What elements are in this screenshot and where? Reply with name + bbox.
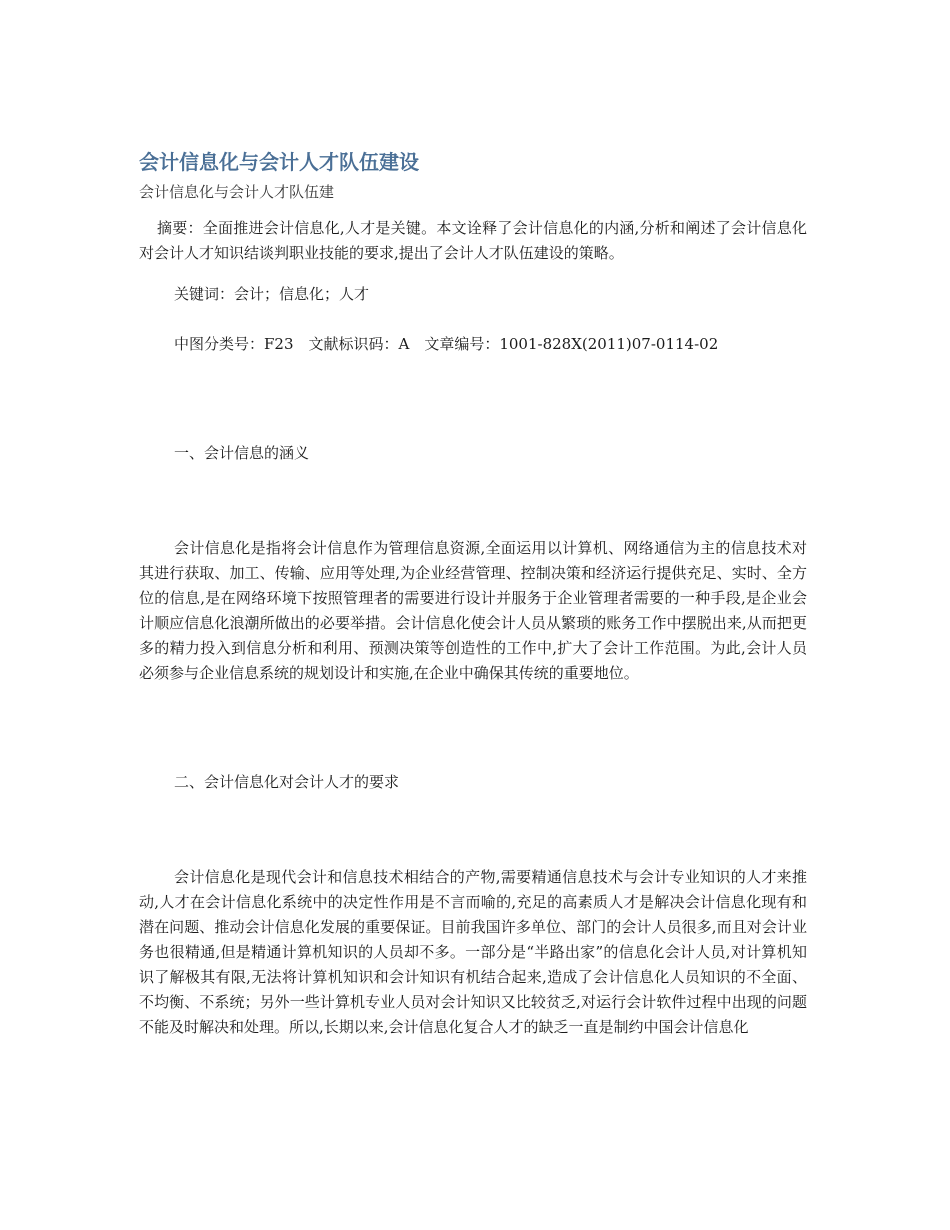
classification-line: 中图分类号：F23 文献标识码：A 文章编号：1001-828X(2011)07-0114-02 [174,335,719,353]
section-1-body: 会计信息化是指将会计信息作为管理信息资源,全面运用以计算机、网络通信为主的信息技术对其进行获取、加工、传输、应用等处理,为企业经营管理、控制决策和经济运行提供充足、实时、全方位的信息,是在网络环境下按照管理者的需要进行设计并服务于企业管理者需要的一种手段,是企业会计顺应信息化浪潮所做出的必要举措。会计信息化使会计人员从繁琐的账务工作中摆脱出来,从而把更多的精力投入到信息分析和利用、预测决策等创造性的工作中,扩大了会计工作范围。为此,会计人员必须参与企业信息系统的规划设计和实施,在企业中确保其传统的重要地位。 [139,539,807,682]
section-2-body: 会计信息化是现代会计和信息技术相结合的产物,需要精通信息技术与会计专业知识的人才来推动,人才在会计信息化系统中的决定性作用是不言而喻的,充足的高素质人才是解决会计信息化现有和潜在问题、推动会计信息化发展的重要保证。目前我国许多单位、部门的会计人员很多,而且对会计业务也很精通,但是精通计算机知识的人员却不多。一部分是“半路出家”的信息化会计人员,对计算机知识了解极其有限,无法将计算机知识和会计知识有机结合起来,造成了会计信息化人员知识的不全面、不均衡、不系统；另外一些计算机专业人员对会计知识又比较贫乏,对运行会计软件过程中出现的问题不能及时解决和处理。所以,长期以来,会计信息化复合人才的缺乏一直是制约中国会计信息化 [139,868,807,1036]
document-subtitle: 会计信息化与会计人才队伍建 [139,183,335,201]
keywords-line: 关键词：会计；信息化；人才 [174,285,370,303]
abstract-paragraph: 摘要：全面推进会计信息化,人才是关键。本文诠释了会计信息化的内涵,分析和阐述了会计信息化对会计人才知识结谈判职业技能的要求,提出了会计人才队伍建设的策略。 [139,219,807,262]
document-title: 会计信息化与会计人才队伍建设 [139,150,419,174]
section-1-heading: 一、会计信息的涵义 [174,444,310,462]
section-2-heading: 二、会计信息化对会计人才的要求 [174,773,400,791]
document-page [139,148,807,1040]
